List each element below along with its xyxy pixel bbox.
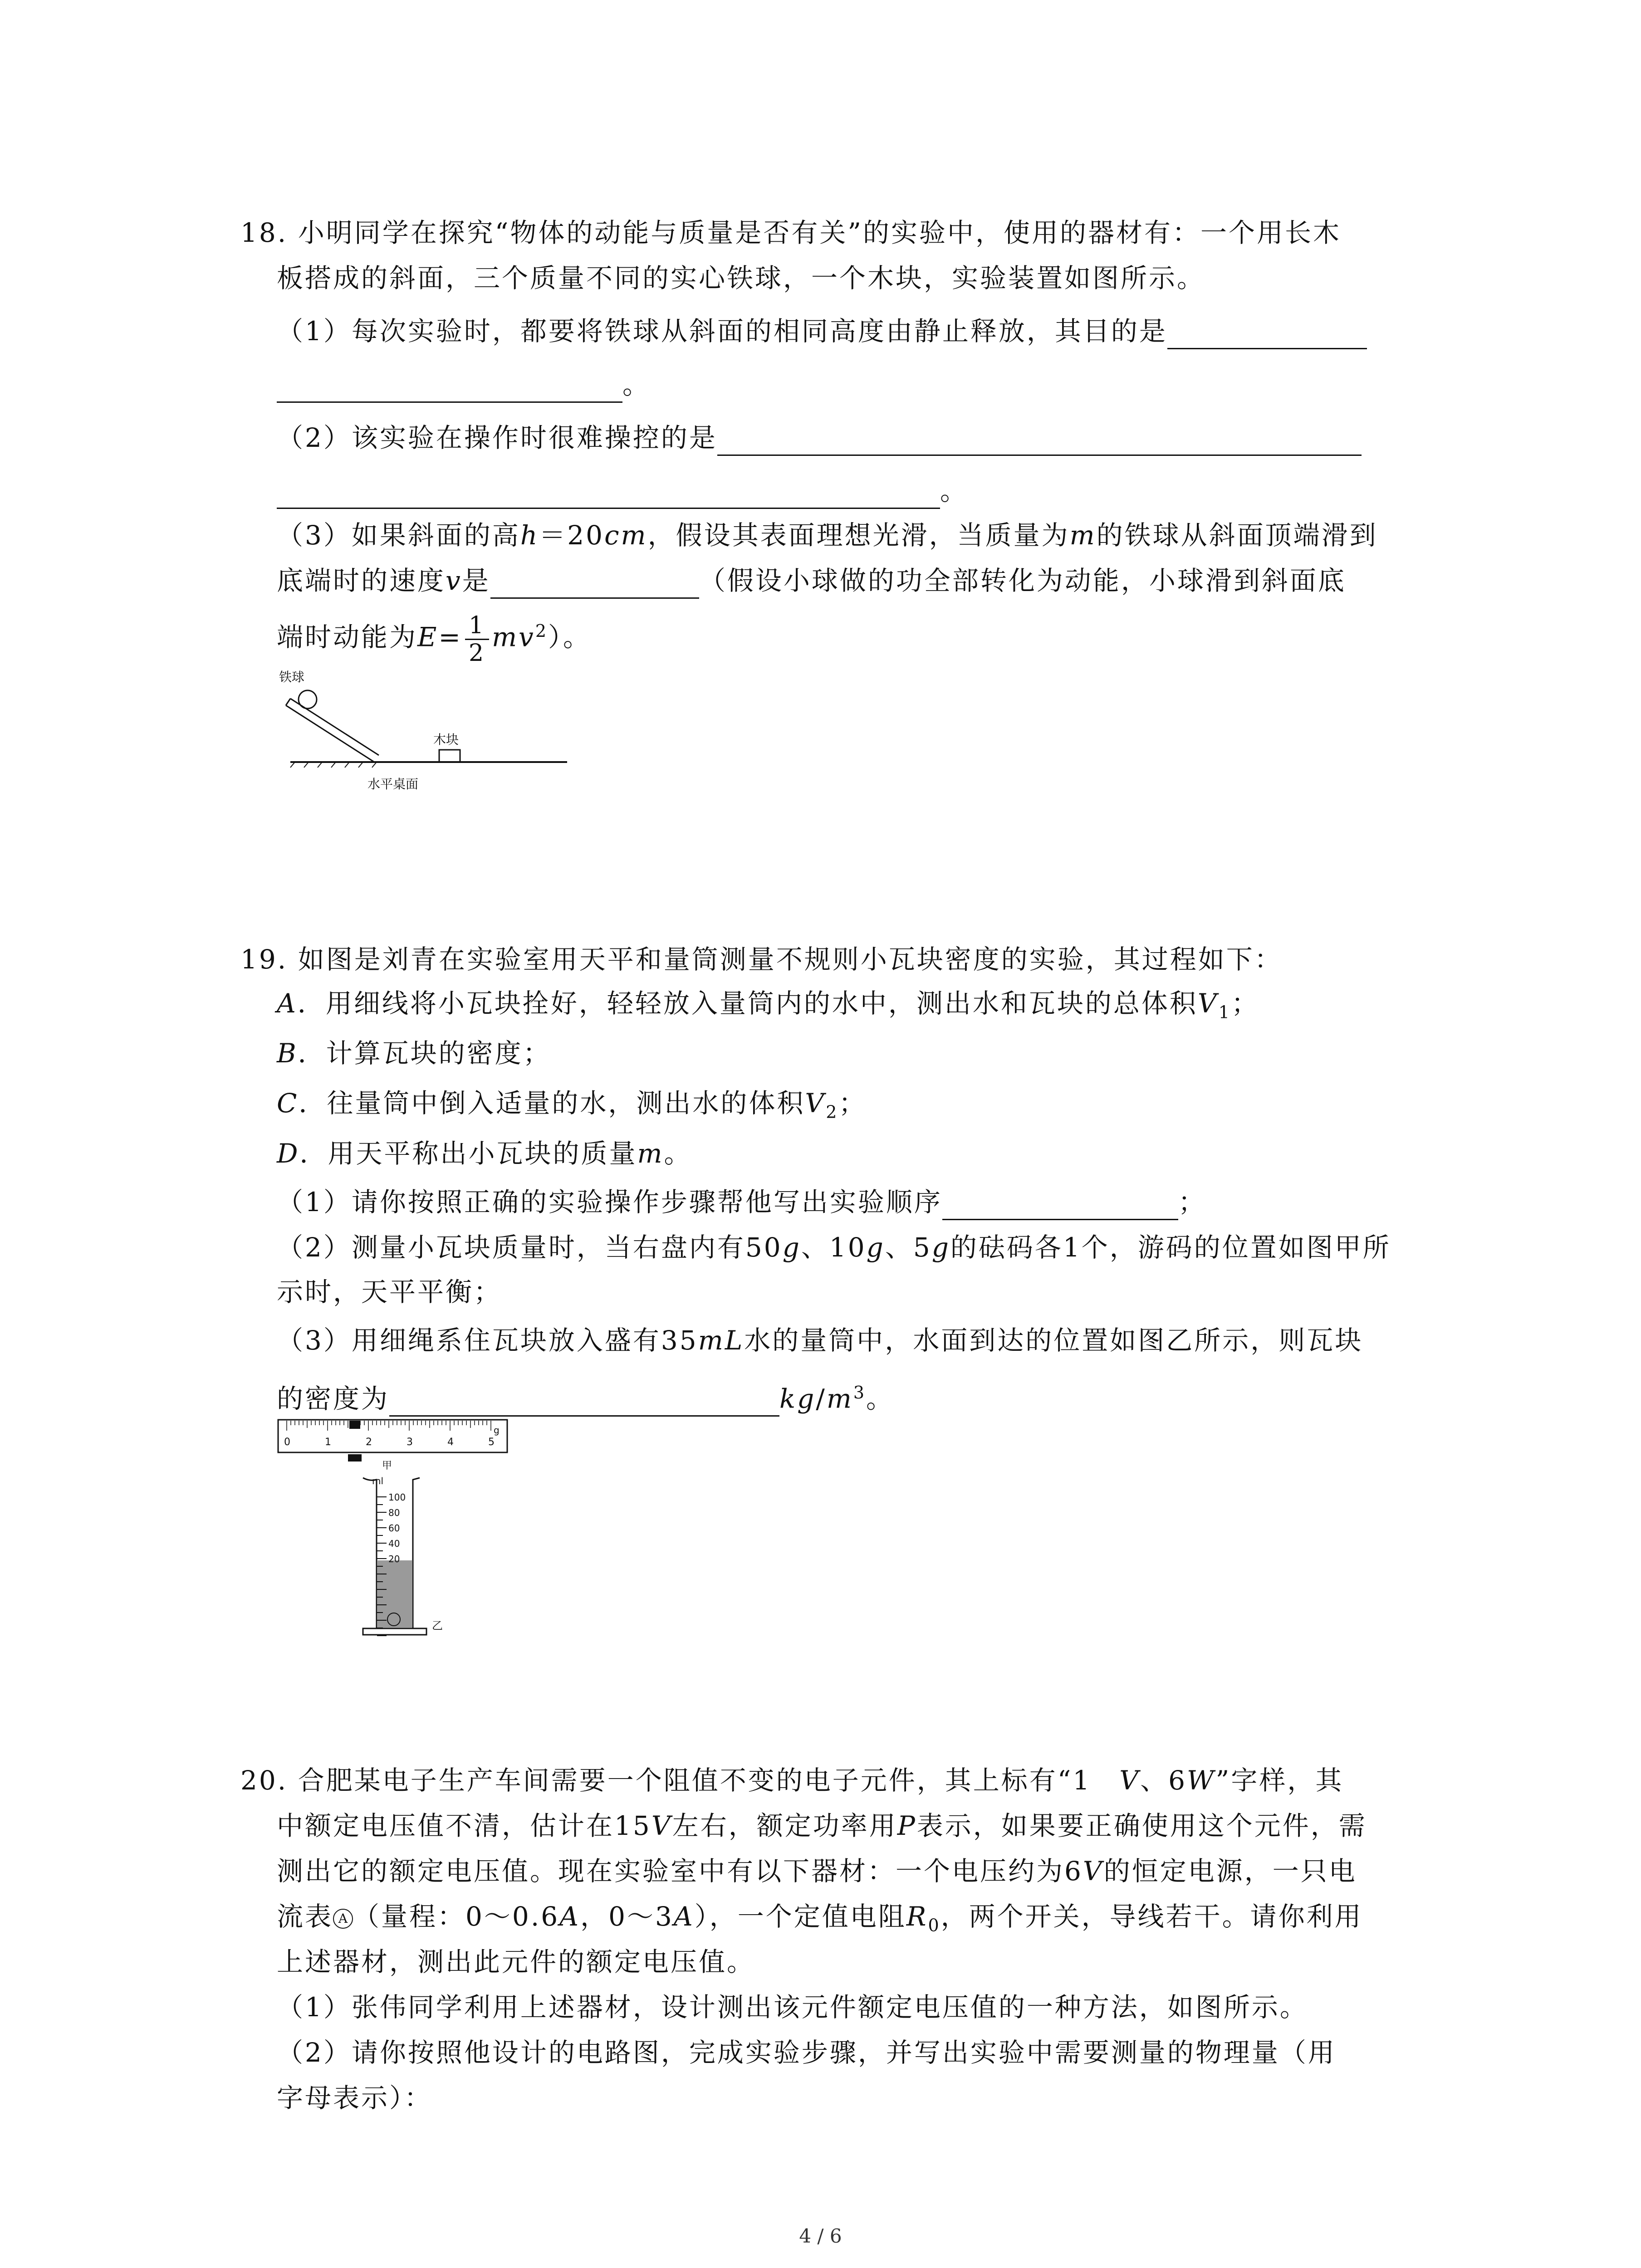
q18-answer-blank-1b[interactable] xyxy=(277,373,622,403)
q19-answer-blank-3[interactable] xyxy=(389,1387,779,1417)
cylinder-labels xyxy=(388,1492,406,1564)
q18-part-2-cont: 。 xyxy=(277,473,968,509)
q18-part-3-line-2: 底端时的速度v是 （假设小球做的功全部转化为动能，小球滑到斜面底 xyxy=(277,562,1346,599)
q18-stem-2: 板搭成的斜面，三个质量不同的实心铁球，一个木块，实验装置如图所示。 xyxy=(277,263,1205,293)
cylinder-tick-label: 40 xyxy=(388,1538,400,1549)
q19-step-b: B．计算瓦块的密度； xyxy=(277,1038,551,1069)
cylinder-tick-label: 100 xyxy=(388,1492,406,1503)
ruler-unit-label: g xyxy=(494,1425,500,1436)
q19-part-1: （1）请你按照正确的实验操作步骤帮他写出实验顺序 ； xyxy=(277,1184,1206,1220)
ruler-tick-label: 3 xyxy=(407,1437,413,1448)
q18-fig-ball-label: 铁球 xyxy=(279,670,305,684)
ruler-tick-label: 5 xyxy=(488,1437,495,1448)
q20-line-3: 测出它的额定电压值。现在实验室中有以下器材：一个电压约为6V的恒定电源，一只电 xyxy=(277,1856,1357,1887)
q19-line-1 xyxy=(240,941,1283,978)
q19-part-3-cont: 的密度为 $kg/m^3$。 xyxy=(277,1374,894,1417)
q19-step-d: D．用天平称出小瓦块的质量m。 xyxy=(277,1138,692,1169)
q18-line-1 xyxy=(240,215,1341,251)
q18-part-3-line-3: 端时动能为E= $\frac{1}{2}$ $mv^2$）。 xyxy=(277,612,592,667)
incline-board xyxy=(286,705,374,762)
q20-line-1: 20. 合肥某电子生产车间需要一个阻值不变的电子元件，其上标有“1 V、6W”字样，其 xyxy=(240,1765,1344,1796)
q19-part-2-cont: 示时，天平平衡； xyxy=(277,1276,502,1307)
q18-incline-figure xyxy=(272,667,581,803)
q18-number: 18. xyxy=(240,217,288,248)
q20-part-2: （2）请你按照他设计的电路图，完成实验步骤，并写出实验中需要测量的物理量（用 xyxy=(277,2037,1336,2068)
q20-line-2: 中额定电压值不清，估计在15V左右，额定功率用P表示，如果要正确使用这个元件，需 xyxy=(277,1810,1367,1841)
rider-weight xyxy=(349,1421,360,1429)
q18-answer-blank-3[interactable] xyxy=(490,569,699,599)
q18-part-2 xyxy=(277,420,1362,456)
q19-answer-blank-1[interactable] xyxy=(942,1191,1178,1220)
q19-part-2: （2）测量小瓦块质量时，当右盘内有50g、10g、5g的砝码各1个，游码的位置如图甲所 xyxy=(277,1232,1391,1263)
q18-part-3: （3）如果斜面的高h＝20cm，假设其表面理想光滑，当质量为m的铁球从斜面顶端滑到 xyxy=(277,520,1378,551)
q20-part-1: （1）张伟同学利用上述器材，设计测出该元件额定电压值的一种方法，如图所示。 xyxy=(277,1992,1308,2023)
q19-step-c: C．往量筒中倒入适量的水，测出水的体积$V_2$； xyxy=(277,1088,867,1122)
cylinder-tick-label: 80 xyxy=(388,1507,400,1518)
q18-part-1-cont: 。 xyxy=(277,367,651,403)
q18-part-2-text: （2）该实验在操作时很难操控的是 xyxy=(277,422,717,453)
ammeter-symbol-icon: A xyxy=(333,1909,353,1929)
q18-stem-1: 小明同学在探究“物体的动能与质量是否有关”的实验中，使用的器材有：一个用长木 xyxy=(298,217,1341,248)
water-column xyxy=(377,1560,412,1628)
ruler-tick-label: 0 xyxy=(284,1437,290,1448)
ruler-tick-label: 1 xyxy=(325,1437,331,1448)
cylinder-tick-label: 20 xyxy=(388,1554,400,1564)
beam-pointer xyxy=(348,1454,362,1461)
ruler-tick-label: 4 xyxy=(447,1437,454,1448)
q20-line-4: 流表 A （量程：0～0.6A，0～3A），一个定值电阻$R_0$，两个开关，导线若干。请你利用 xyxy=(277,1901,1363,1936)
cylinder-base xyxy=(363,1628,426,1635)
q20-number: 20. xyxy=(240,1765,288,1796)
q20-line-5: 上述器材，测出此元件的额定电压值。 xyxy=(277,1946,755,1977)
q20-part-2-cont: 字母表示）： xyxy=(277,2082,433,2113)
q19-stem: 如图是刘青在实验室用天平和量筒测量不规则小瓦块密度的实验，其过程如下： xyxy=(298,944,1283,975)
q18-fig-table-label: 水平桌面 xyxy=(367,777,419,792)
q19-cylinder-figure xyxy=(345,1470,463,1642)
page-number: 4 / 6 xyxy=(799,2225,842,2247)
ruler-tick-label: 2 xyxy=(366,1437,372,1448)
q19-balance-ruler-figure xyxy=(277,1415,513,1470)
q19-part-3: （3）用细绳系住瓦块放入盛有35mL水的量筒中，水面到达的位置如图乙所示，则瓦块 xyxy=(277,1325,1363,1356)
q18-answer-blank-1a[interactable] xyxy=(1167,320,1367,349)
q19-step-a: A．用细线将小瓦块拴好，轻轻放入量筒内的水中，测出水和瓦块的总体积$V_1$； xyxy=(277,988,1259,1022)
q18-part-1 xyxy=(277,313,1367,349)
q18-line-2 xyxy=(277,260,1205,296)
label-jia: 甲 xyxy=(382,1460,392,1470)
cylinder-tick-label: 60 xyxy=(388,1523,400,1534)
q19-number: 19. xyxy=(240,944,288,975)
q18-fig-block-label: 木块 xyxy=(433,732,459,747)
q18-fraction: $\frac{1}{2}$ xyxy=(465,612,489,666)
wooden-block xyxy=(439,750,460,762)
label-yi: 乙 xyxy=(432,1619,443,1632)
cylinder-unit: ml xyxy=(372,1476,384,1486)
q18-part-1-text: （1）每次实验时，都要将铁球从斜面的相同高度由静止释放，其目的是 xyxy=(277,316,1167,347)
q18-answer-blank-2a[interactable] xyxy=(717,426,1362,456)
q18-answer-blank-2b[interactable] xyxy=(277,479,940,509)
